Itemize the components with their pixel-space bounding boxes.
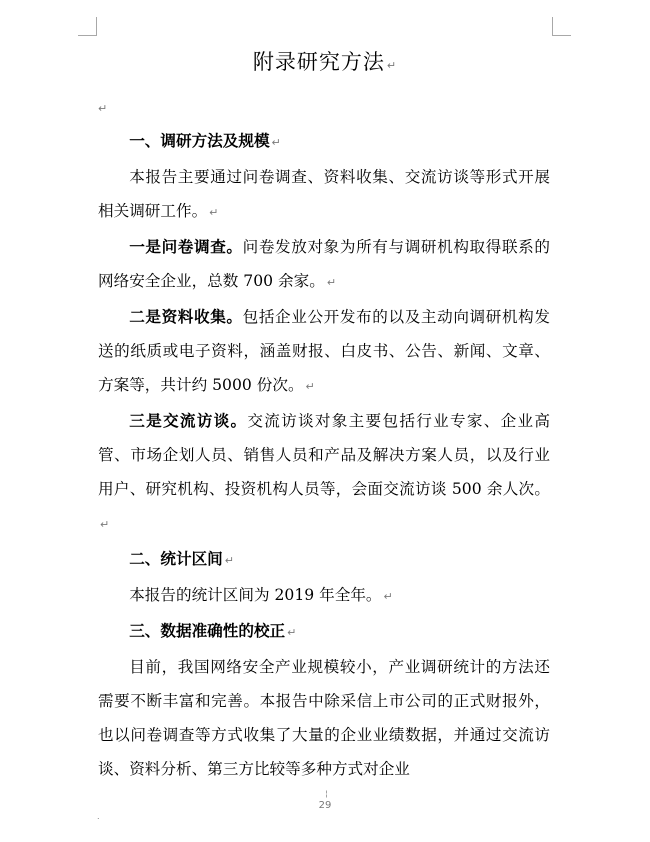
document-body [98,124,550,786]
paragraph-mark-icon: ↵ [98,102,108,115]
paragraph-mark-icon: ↵ [209,206,219,219]
crop-mark-top-right [552,17,571,36]
section-heading: 二、统计区间 ↵ [129,549,234,568]
body-paragraph: 目前，我国网络安全产业规模较小，产业调研统计的方法还需要不断丰富和完善。本报告中除采信上市公司的正式财报外，也以问卷调查等方式收集了大量的企业业绩数据，并通过交流访谈、资料分析、第三方比较等多种方式对企业 [98,658,550,778]
paragraph-mark-icon: ↵ [386,59,398,72]
empty-paragraph [96,96,107,121]
body-paragraph: 本报告主要通过问卷调查、资料收集、交流访谈等形式开展相关调研工作。 ↵ [98,168,550,220]
paragraph-mark-icon: ↵ [383,590,393,603]
page-title [0,46,650,82]
footer-bottom-marker: . [97,812,100,821]
paragraph-mark-icon: ↵ [100,518,110,531]
paragraph-mark-icon: ↵ [326,276,337,289]
page-number: 29 [318,800,332,811]
body-paragraph: 二是资料收集。包括企业公开发布的以及主动向调研机构发送的纸质或电子资料，涵盖财报、白皮书、公告、新闻、文章、方案等，共计约 5000 份次。 ↵ [98,307,550,394]
section-heading: 一、调研方法及规模 ↵ [129,131,281,150]
body-paragraph: 一是问卷调查。问卷发放对象为所有与调研机构取得联系的网络安全企业，总数 700 余家。 ↵ [98,237,550,290]
paragraph-mark-icon: ↵ [305,380,315,393]
section-heading: 三、数据准确性的校正 ↵ [129,621,297,640]
crop-mark-top-left [78,17,97,36]
body-paragraph: 三是交流访谈。交流访谈对象主要包括行业专家、企业高管、市场企划人员、销售人员和产品及解决方案人员，以及行业用户、研究机构、投资机构人员等，会面交流访谈 500 余人次。↵ [98,411,550,531]
footer-marker: ¦ [325,789,328,798]
body-paragraph: 本报告的统计区间为 2019 年全年。 ↵ [129,586,393,604]
page-title-text: 附录研究方法 [252,50,385,74]
paragraph-mark-icon: ↵ [224,554,234,567]
paragraph-mark-icon: ↵ [287,626,297,639]
paragraph-mark-icon: ↵ [271,136,281,149]
